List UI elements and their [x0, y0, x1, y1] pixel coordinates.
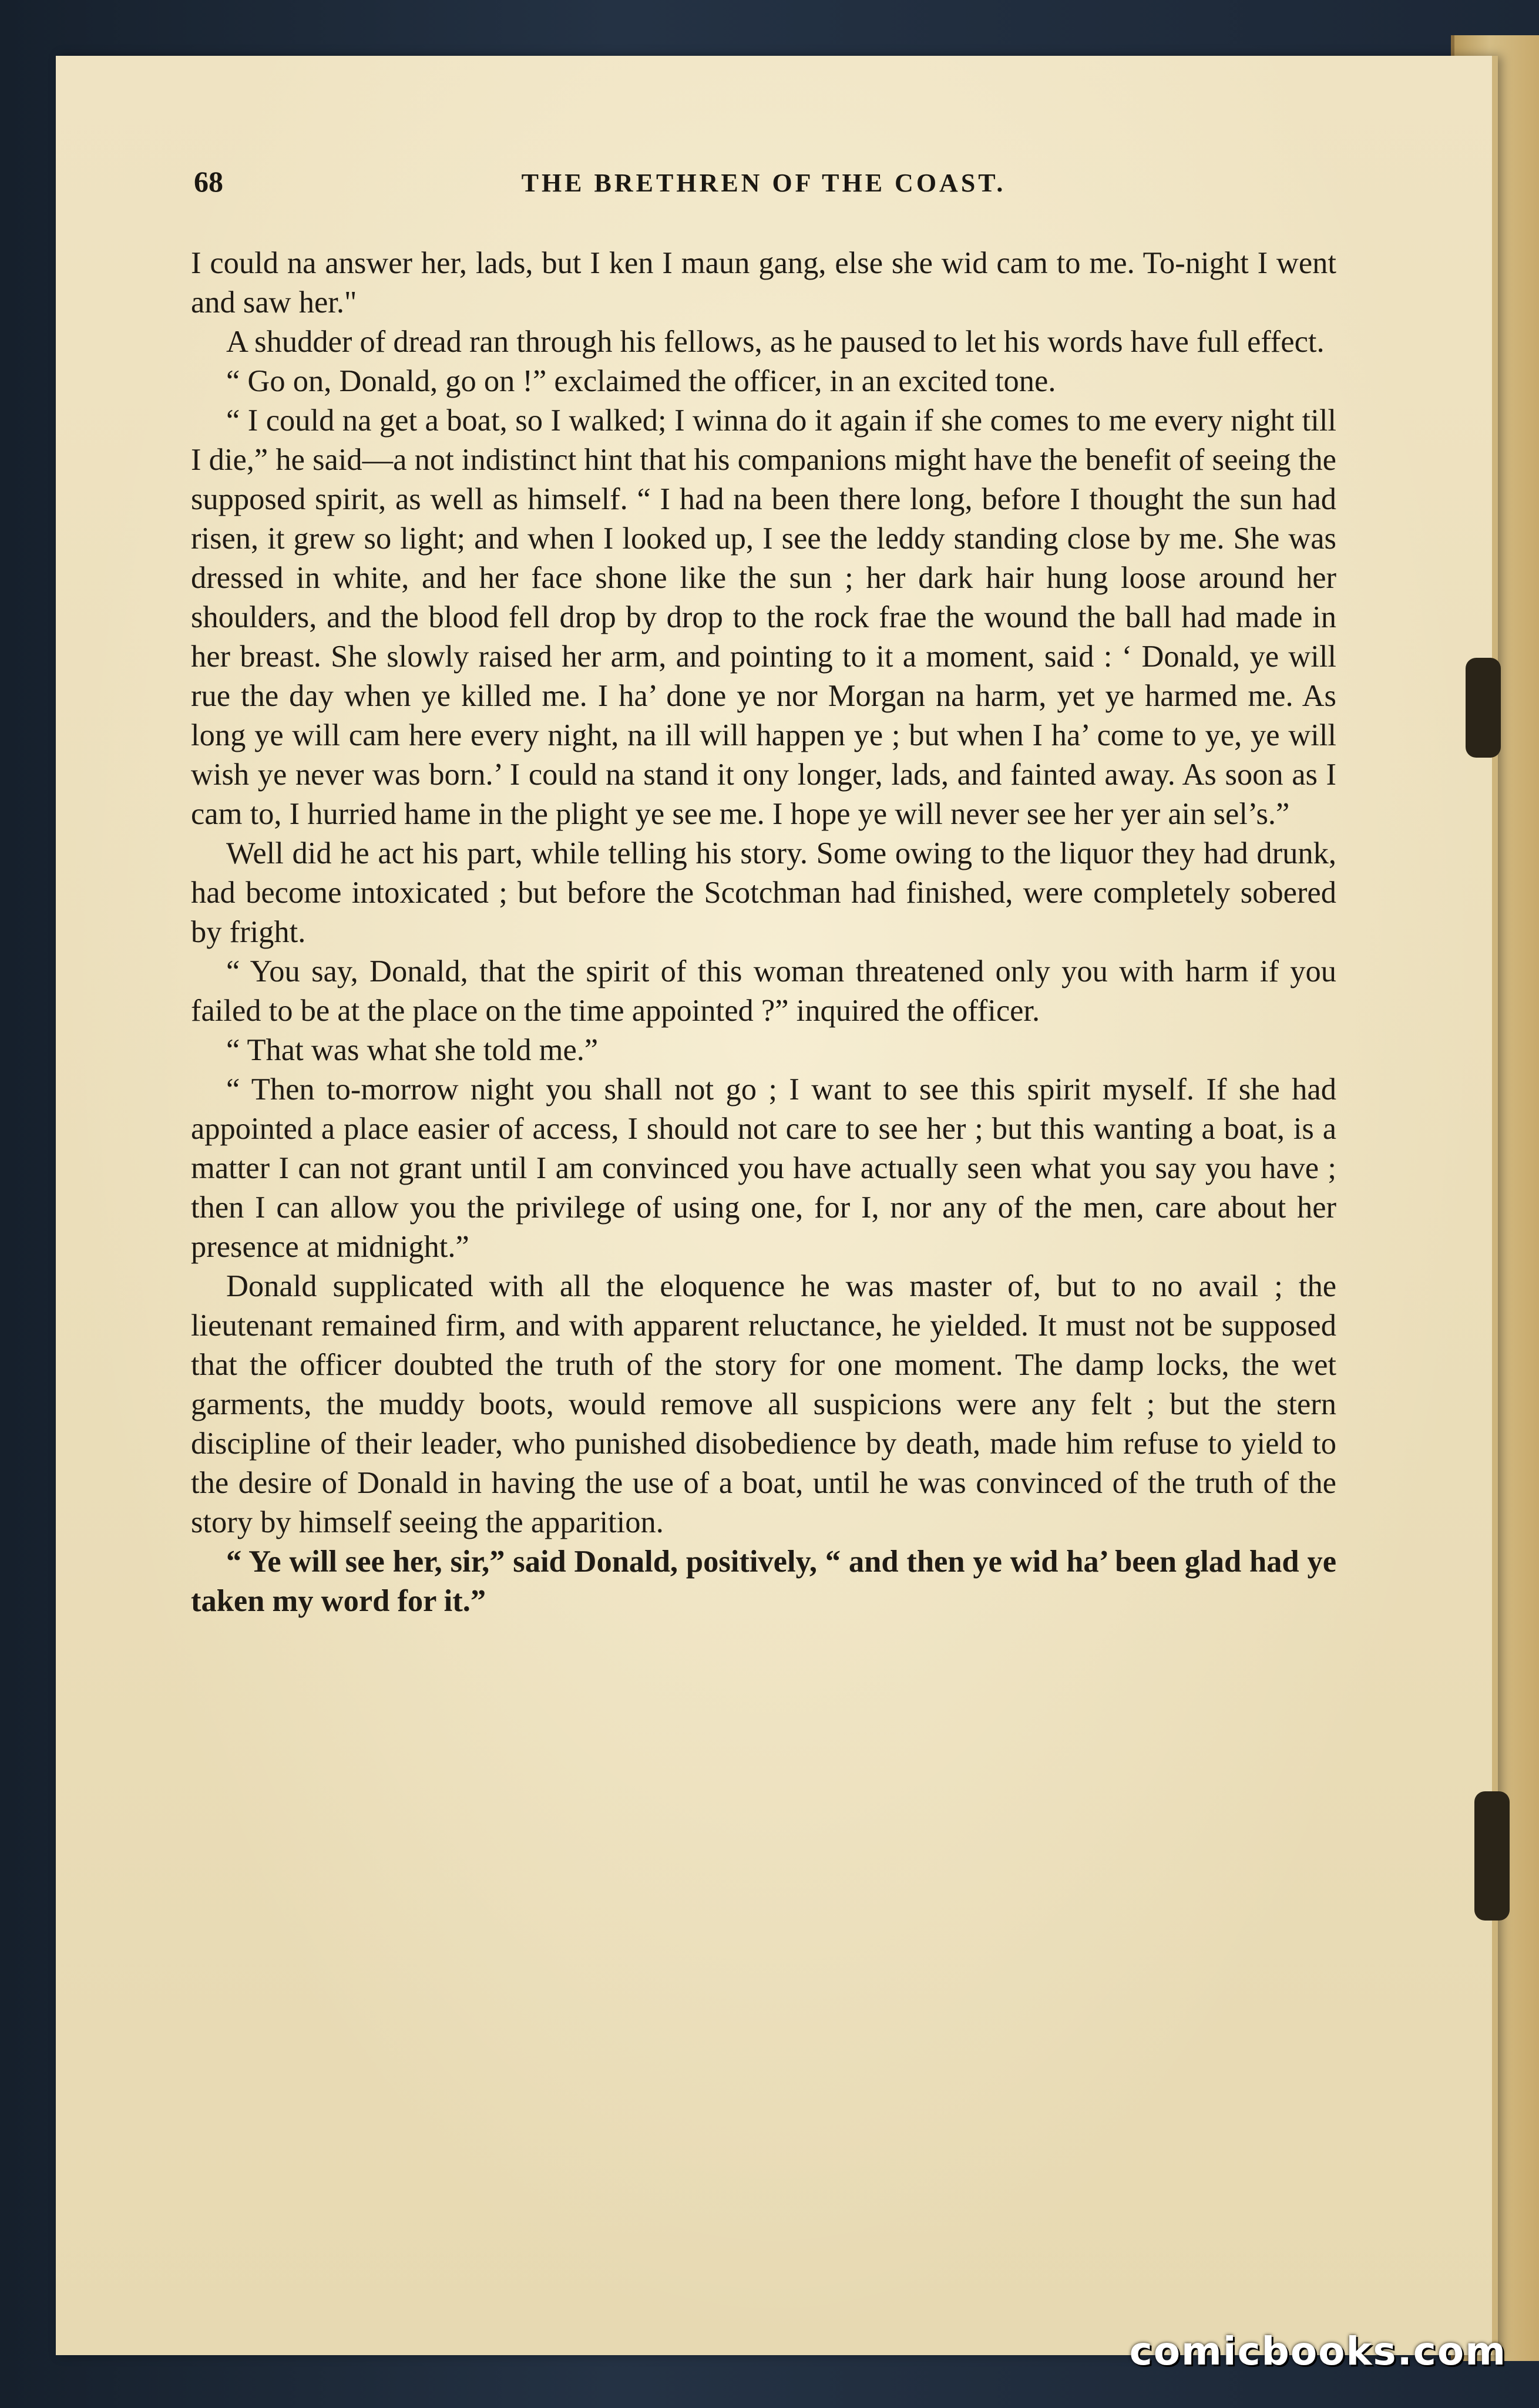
running-header	[194, 164, 1333, 200]
paragraph: “ Ye will see her, sir,” said Donald, positively, “ and then ye wid ha’ been glad had ye taken my word for it.”	[191, 1545, 1336, 1618]
paragraph: Well did he act his part, while telling his story. Some owing to the liquor they had drunk, had become intoxicated ; but before the Scotchman had finished, were completely sobered by fright.	[191, 836, 1336, 949]
binding-damage-lower	[1474, 1791, 1510, 1921]
paragraph: “ Then to-morrow night you shall not go ; I want to see this spirit myself. If she had appointed a place easier of access, I should not care to see her ; but this wanting a boat, is a matter I can not grant until I am convinced you have actually seen what you say you have ; then I can allow you the privilege of using one, for I, nor any of the men, care about her presence at midnight.”	[191, 1072, 1336, 1264]
paragraph: “ You say, Donald, that the spirit of this woman threatened only you with harm if you failed to be at the place on the time appointed ?” inquired the officer.	[191, 954, 1336, 1028]
watermark: comicbooks.com	[1129, 2329, 1507, 2374]
paragraph: A shudder of dread ran through his fellows, as he paused to let his words have full effect.	[226, 325, 1325, 359]
paragraph: I could na answer her, lads, but I ken I maun gang, else she wid cam to me. To-night I went and saw her."	[191, 246, 1336, 320]
paragraph: “ I could na get a boat, so I walked; I winna do it again if she comes to me every night till I die,” he said—a not indistinct hint that his companions might have the benefit of seeing the supposed spirit, as well as himself. “ I had na been there long, before I thought the sun had risen, it grew so light; and when I looked up, I see the leddy standing close by me. She was dressed in white, and her face shone like the sun ; her dark hair hung loose around her shoulders, and the blood fell drop by drop to the rock frae the wound the ball had made in her breast. She slowly raised her arm, and pointing to it a moment, said : ‘ Donald, ye will rue the day when ye killed me. I ha’ done ye nor Morgan na harm, yet ye harmed me. As long ye will cam here every night, na ill will happen ye ; but when I ha’ come to ye, ye will wish ye never was born.’ I could na stand it ony longer, lads, and fainted away. As soon as I cam to, I hurried hame in the plight ye see me. I hope ye will never see her yer ain sel’s.”	[191, 403, 1336, 831]
running-title: THE BRETHREN OF THE COAST.	[521, 169, 1006, 197]
paragraph: “ Go on, Donald, go on !” exclaimed the officer, in an excited tone.	[226, 364, 1056, 398]
paragraph: Donald supplicated with all the eloquence he was master of, but to no avail ; the lieutenant remained firm, and with apparent reluctance, he yielded. It must not be supposed that the officer doubted the truth of the story for one moment. The damp locks, the wet garments, the muddy boots, would remove all suspicions were any felt ; but the stern discipline of their leader, who punished disobedience by death, made him refuse to yield to the desire of Donald in having the use of a boat, until he was convinced of the truth of the story by himself seeing the apparition.	[191, 1269, 1336, 1539]
binding-damage-upper	[1466, 658, 1501, 758]
page-number: 68	[194, 165, 223, 198]
body-text	[191, 244, 1336, 1621]
paragraph: “ That was what she told me.”	[226, 1033, 599, 1067]
